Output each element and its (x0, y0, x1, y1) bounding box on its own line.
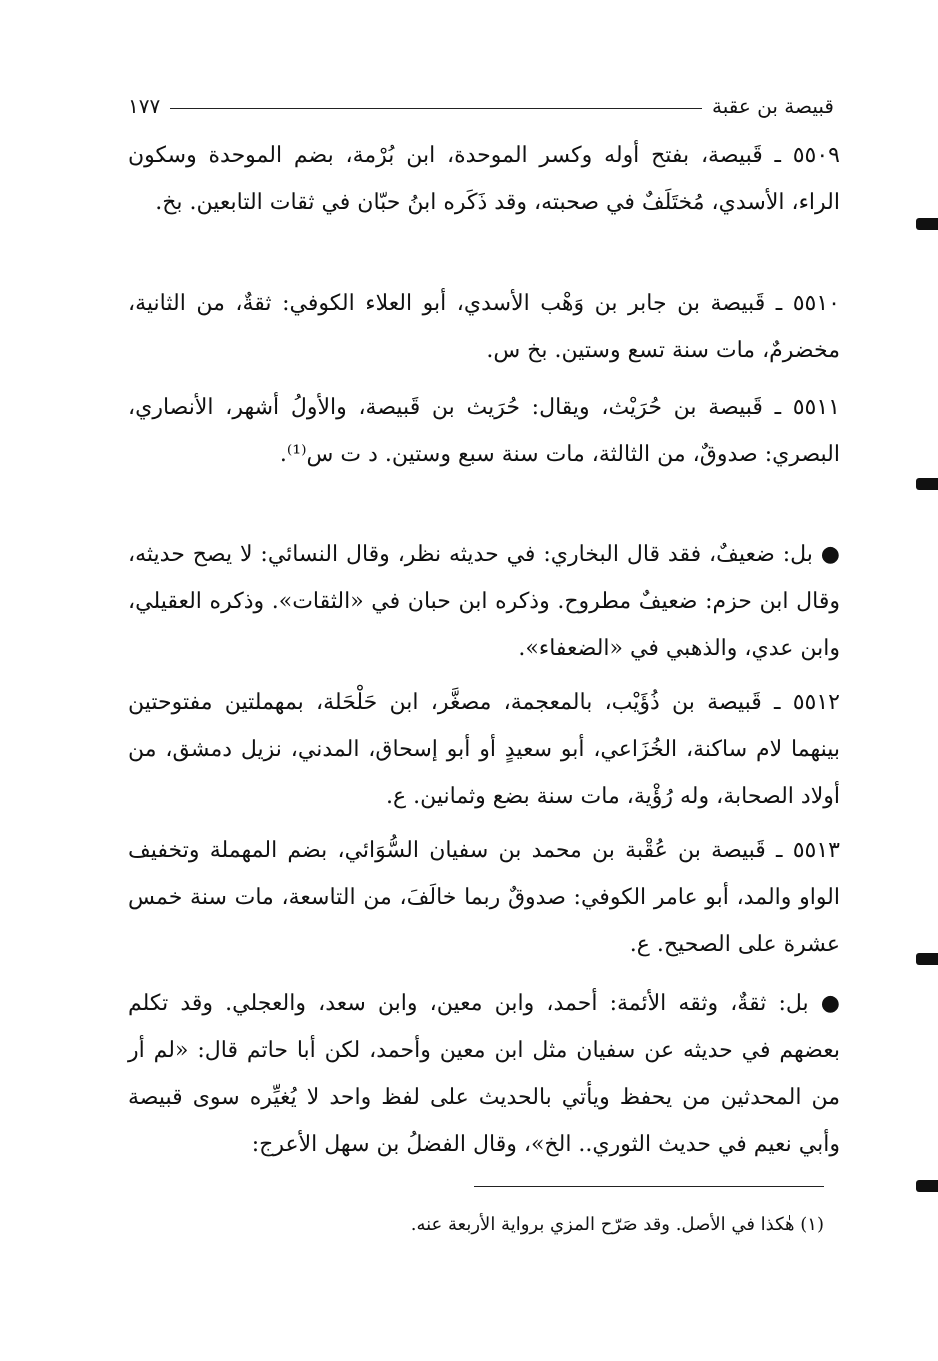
entry-5511: ٥٥١١ ـ قَبيصة بن حُرَيْث، ويقال: حُرَيث بن قَبيصة، والأولُ أشهر، الأنصاري، البصري: صدوقٌ، من الثالثة، مات سنة سبع وستين. د ت س⁽¹⁾. (128, 395, 840, 467)
edge-marker (916, 478, 938, 490)
commentary-5513: ● بل: ثقةٌ، وثقه الأئمة: أحمد، وابن معين، وابن سعد، والعجلي. وقد تكلم بعضهم في حديثه عن سفيان مثل ابن معين وأحمد، لكن أبا حاتم قال: «لم أر من المحدثين من يحفظ ويأتي بالحديث على لفظ واحد لا يُغيِّره سوى قبيصة وأبي نعيم في حديث الثوري.. الخ»، وقال الفضلُ بن سهل الأعرج: (128, 991, 840, 1157)
running-title: قبيصة بن عقبة (711, 94, 834, 118)
commentary-5511: ● بل: ضعيفٌ، فقد قال البخاري: في حديثه نظر، وقال النسائي: لا يصح حديثه، وقال ابن حزم: ضعيفٌ مطروح. وذكره ابن حبان في «الثقات». وذكره العقيلي، وابن عدي، والذهبي في «الضعفاء». (128, 542, 840, 661)
entry-5512: ٥٥١٢ ـ قَبيصة بن ذُؤَيْب، بالمعجمة، مصغَّر، ابن حَلْحَلة، بمهملتين مفتوحتين بينهما لام ساكنة، الخُزَاعي، أبو سعيدٍ أو أبو إسحاق، المدني، نزيل دمشق، من أولاد الصحابة، وله رُؤْية، مات سنة بضع وثمانين. ع. (128, 690, 840, 809)
edge-marker (916, 1180, 938, 1192)
footnote: (١) هٰكذا في الأصل. وقد صَرّح المزي برواية الأربعة عنه. (410, 1214, 824, 1235)
footnote-rule (474, 1186, 824, 1187)
entry-5513: ٥٥١٣ ـ قَبيصة بن عُقْبة بن محمد بن سفيان السُّوَائي، بضم المهملة وتخفيف الواو والمد، أبو عامر الكوفي: صدوقٌ ربما خالَفَ، من التاسعة، مات سنة خمس عشرة على الصحيح. ع. (128, 838, 840, 957)
header-rule (170, 108, 702, 109)
page-number: ١٧٧ (128, 94, 161, 118)
edge-marker (916, 218, 938, 230)
entry-5509: ٥٥٠٩ ـ قَبيصة، بفتح أوله وكسر الموحدة، ابن بُرْمة، بضم الموحدة وسكون الراء، الأسدي، مُختَلَفٌ في صحبته، وقد ذَكَره ابنُ حبّان في ثقات التابعين. بخ. (128, 143, 840, 215)
page-header (128, 84, 834, 118)
edge-marker (916, 953, 938, 965)
entry-5510: ٥٥١٠ ـ قَبيصة بن جابر بن وَهْب الأسدي، أبو العلاء الكوفي: ثقةٌ، من الثانية، مخضرمٌ، مات سنة تسع وستين. بخ س. (128, 291, 840, 363)
